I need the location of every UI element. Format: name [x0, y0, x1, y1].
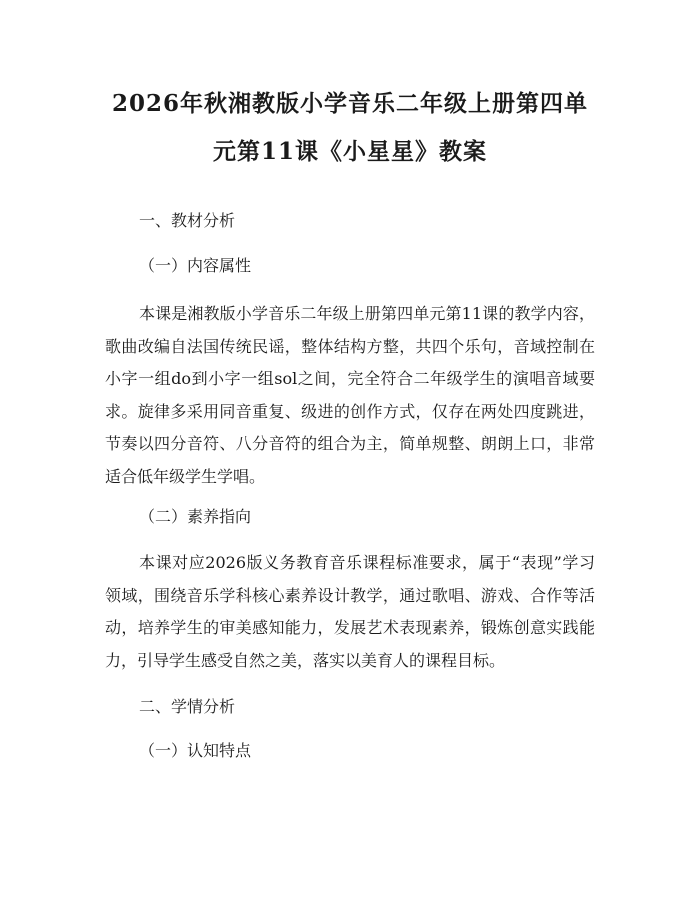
spacer	[105, 717, 595, 741]
paragraph-literacy: 本课对应2026版义务教育音乐课程标准要求，属于“表现”学习领域，围绕音乐学科核心素养设计教学，通过歌唱、游戏、合作等活动，培养学生的审美感知能力，发展艺术表现素养，锻炼创意实践能力，引导学生感受自然之美，落实以美育人的课程目标。	[105, 553, 595, 670]
subsection-heading-content: （一）内容属性	[139, 256, 252, 275]
section-heading-teaching-material: 一、教材分析	[139, 211, 236, 230]
subsection-heading-cognitive: （一）认知特点	[139, 741, 252, 760]
spacer	[105, 176, 595, 211]
title-line-1: 2026年秋湘教版小学音乐二年级上册第四单	[111, 90, 588, 117]
section-heading-learner-analysis: 二、学情分析	[139, 697, 236, 716]
title-line-2: 元第11课《小星星》教案	[212, 138, 487, 165]
spacer	[105, 231, 595, 256]
spacer	[105, 677, 595, 697]
document-title	[105, 80, 595, 176]
spacer	[105, 276, 595, 298]
subsection-heading-literacy: （二）素养指向	[139, 507, 252, 526]
spacer	[105, 527, 595, 547]
paragraph-content: 本课是湘教版小学音乐二年级上册第四单元第11课的教学内容，歌曲改编自法国传统民谣，整体结构方整，共四个乐句，音域控制在小字一组do到小字一组sol之间，完全符合二年级学生的演唱音域要求。旋律多采用同音重复、级进的创作方式，仅存在两处四度跳进，节奏以四分音符、八分音符的组合为主，简单规整、朗朗上口，非常适合低年级学生学唱。	[105, 304, 595, 486]
spacer	[105, 493, 595, 507]
